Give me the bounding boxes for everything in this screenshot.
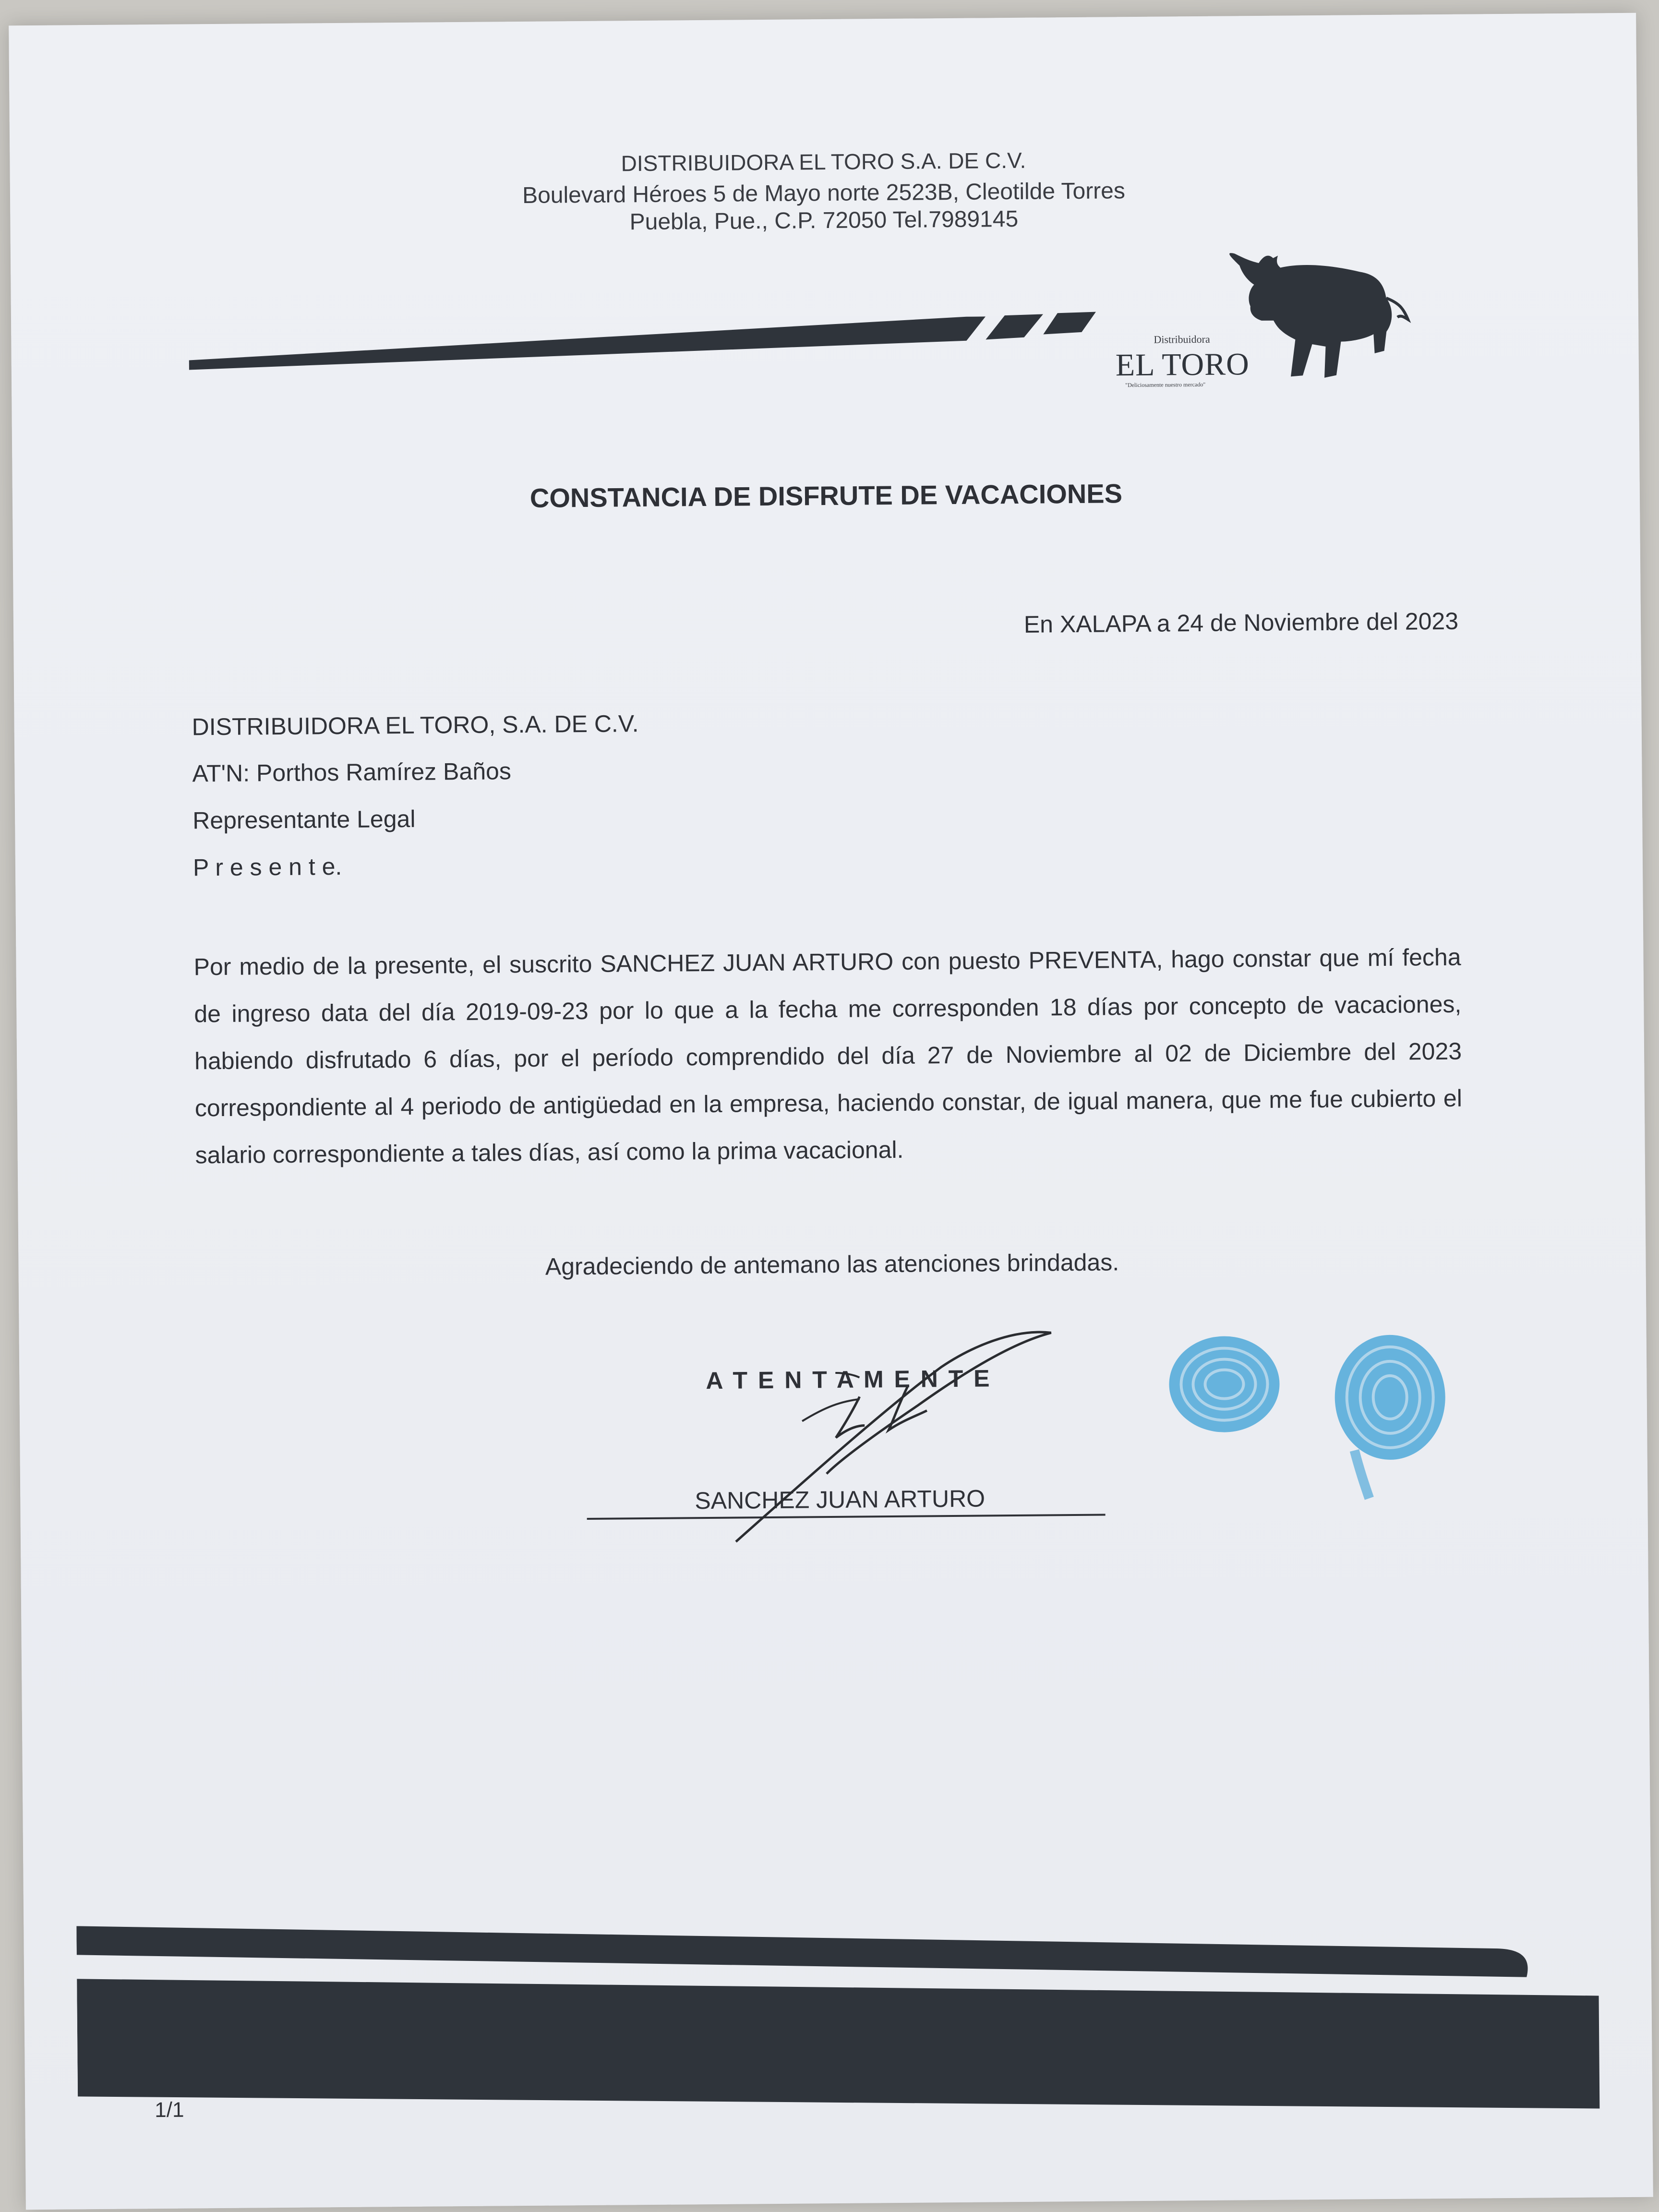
addressee-role: Representante Legal (192, 805, 416, 834)
body-paragraph: Por medio de la presente, el suscrito SANCHEZ JUAN ARTURO con puesto PREVENTA, hago constar que mí fecha de ingreso data del día 2019-09-23 por lo que a la fecha me corresponden 18 días por concepto de vacaciones, habiendo disfrutado 6 días, por el período comprendido del día 27 de Noviembre al 02 de Diciembre del 2023 correspondiente al 4 periodo de antigüedad en la empresa, haciendo constar, de igual manera, que me fue cubierto el salario correspondiente a tales días, así como la prima vacacional. (193, 943, 1463, 1169)
footer-bars (76, 1914, 1614, 2128)
document-title: CONSTANCIA DE DISFRUTE DE VACACIONES (529, 478, 1123, 513)
header-bar (189, 300, 1125, 370)
place-date: En XALAPA a 24 de Noviembre del 2023 (1023, 607, 1459, 638)
document-page (9, 13, 1653, 2210)
el-toro-logo (1115, 235, 1423, 396)
address-line-2: Puebla, Pue., C.P. 72050 Tel.7989145 (629, 206, 1019, 235)
address-line-1: Boulevard Héroes 5 de Mayo norte 2523B, Cleotilde Torres (522, 178, 1126, 208)
signer-name: SANCHEZ JUAN ARTURO (695, 1485, 986, 1515)
logo-tagline: "Deliciosamente nuestro mercado" (1125, 381, 1206, 389)
handwritten-signature (715, 1312, 1221, 1566)
fingerprint-left (1162, 1326, 1287, 1443)
fingerprint-right (1325, 1325, 1456, 1518)
logo-small-text: Distribuidora (1154, 333, 1210, 346)
closing-line: Agradeciendo de antemano las atenciones brindadas. (545, 1249, 1119, 1280)
logo-name: EL TORO (1115, 347, 1250, 383)
company-name: DISTRIBUIDORA EL TORO S.A. DE C.V. (621, 147, 1026, 176)
addressee-company: DISTRIBUIDORA EL TORO, S.A. DE C.V. (192, 710, 639, 741)
page-number: 1/1 (155, 2098, 184, 2122)
signoff: A T E N T A M E N T E (706, 1365, 992, 1395)
addressee-attention: AT'N: Porthos Ramírez Baños (192, 757, 512, 787)
addressee-greeting: P r e s e n t e. (192, 853, 342, 881)
